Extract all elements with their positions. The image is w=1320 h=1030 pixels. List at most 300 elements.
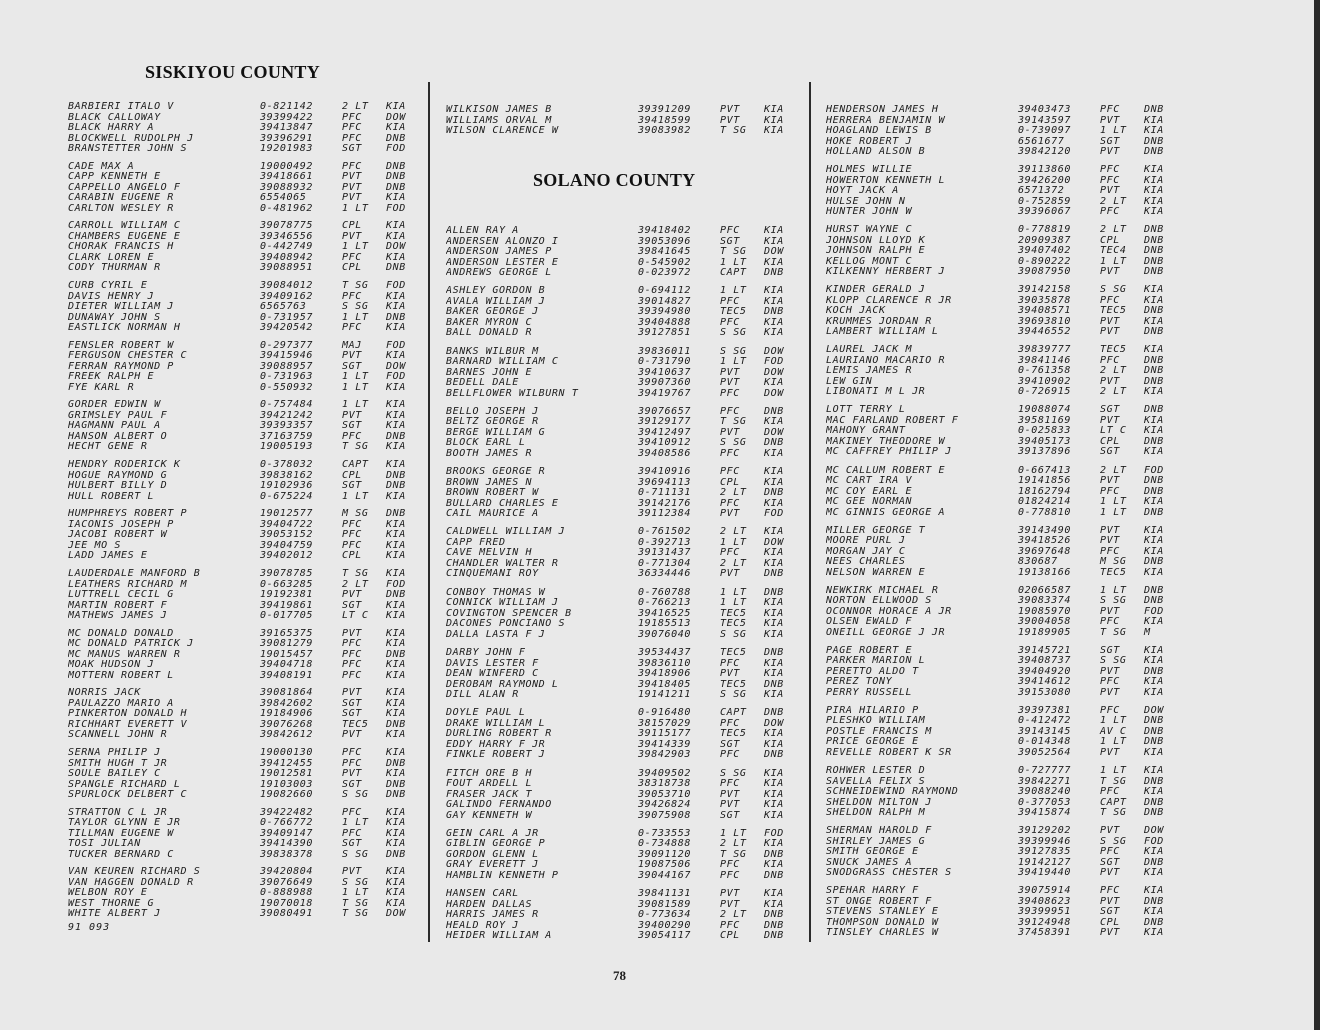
casualty-entry [826, 688, 1174, 699]
casualty-entry [68, 263, 416, 274]
casualty-type: DNB [764, 909, 784, 921]
casualty-entry [68, 639, 416, 650]
casualty-entry [826, 858, 1174, 869]
soldier-name: PERRY RUSSELL [826, 687, 913, 698]
grade: TEC5 [342, 718, 369, 730]
serial-number: 39112384 [638, 508, 691, 520]
soldier-name: FITCH ORE B H [446, 768, 533, 779]
serial-number: 39393357 [260, 420, 313, 432]
grade: PVT [720, 366, 740, 378]
grade: PVT [342, 181, 362, 193]
serial-number: 0-739097 [1018, 125, 1071, 136]
grade: PVT [1100, 867, 1120, 879]
casualty-entry [826, 607, 1174, 618]
grade: T SG [342, 908, 369, 920]
soldier-name: MC GEE NORMAN [826, 497, 913, 508]
serial-number: 39836011 [638, 345, 691, 357]
grade: 1 LT [342, 887, 369, 899]
serial-number: 39081279 [260, 638, 313, 650]
casualty-type: DNB [764, 267, 784, 278]
serial-number: 39142158 [1018, 284, 1071, 296]
soldier-name: JEE MO S [68, 540, 121, 551]
casualty-entry [446, 871, 794, 882]
serial-number: 39842271 [1018, 775, 1071, 787]
soldier-name: MC DONALD PATRICK J [68, 639, 194, 650]
casualty-entry [446, 307, 794, 318]
serial-number: 39422482 [260, 806, 313, 818]
casualty-type: DNB [1144, 305, 1164, 317]
casualty-entry [68, 113, 416, 124]
casualty-entry [68, 629, 416, 640]
soldier-name: LEMIS JAMES R [826, 366, 913, 377]
casualty-entry [68, 134, 416, 145]
grade: PFC [342, 827, 362, 839]
soldier-name: SPEHAR HARRY F [826, 886, 919, 897]
casualty-type: KIA [386, 420, 406, 432]
grade: CPL [1100, 435, 1120, 447]
serial-number: 0-663285 [260, 578, 313, 590]
grade: PFC [1100, 485, 1120, 497]
serial-number: 39426200 [1018, 174, 1071, 186]
soldier-name: PERETTO ALDO T [826, 666, 919, 677]
casualty-entry [446, 126, 794, 137]
serial-number: 39035878 [1018, 294, 1071, 306]
soldier-name: CINQUEMANI ROY [446, 569, 539, 580]
casualty-type: KIA [1144, 425, 1164, 437]
soldier-name: WILSON CLARENCE W [446, 126, 559, 136]
serial-number: 39407402 [1018, 245, 1071, 257]
soldier-name: NEES CHARLES [826, 557, 906, 568]
serial-number: 0-888988 [260, 887, 313, 899]
casualty-entry [826, 907, 1174, 918]
casualty-type: DNB [386, 778, 406, 790]
casualty-type: FOD [386, 339, 406, 351]
soldier-name: HARRIS JAMES R [446, 910, 539, 921]
grade: PFC [342, 638, 362, 650]
entry-group [68, 400, 416, 453]
serial-number: 19138166 [1018, 566, 1071, 578]
serial-number: 0-731963 [260, 371, 313, 383]
grade: 1 LT [342, 817, 369, 829]
serial-number: 39415946 [260, 350, 313, 362]
casualty-type: KIA [386, 659, 406, 671]
grade: TEC5 [720, 618, 747, 630]
grade: PVT [1100, 524, 1120, 536]
serial-number: 39044167 [638, 869, 691, 881]
soldier-name: BROWN JAMES N [446, 477, 533, 488]
soldier-name: RICHHART EVERETT V [68, 719, 188, 730]
serial-number: 39088957 [260, 360, 313, 372]
grade: PFC [720, 447, 740, 459]
grade: S SG [720, 628, 747, 640]
grade: CPL [720, 476, 740, 488]
soldier-name: SNODGRASS CHESTER S [826, 868, 952, 879]
grade: PFC [720, 919, 740, 931]
serial-number: 39143490 [1018, 524, 1071, 536]
soldier-name: MC DONALD DONALD [68, 628, 174, 639]
serial-number: 0-916480 [638, 707, 691, 719]
grade: T SG [720, 416, 747, 428]
serial-number: 39418526 [1018, 535, 1071, 547]
soldier-name: HAGMANN PAUL A [68, 421, 161, 432]
casualty-type: KIA [764, 497, 784, 509]
grade: PVT [720, 377, 740, 389]
soldier-name: BELLFLOWER WILBURN T [446, 388, 579, 399]
casualty-entry [826, 207, 1174, 218]
casualty-type: DNB [1144, 255, 1164, 267]
grade: SGT [342, 599, 362, 611]
serial-number: 39418906 [638, 668, 691, 680]
casualty-entry [446, 509, 794, 520]
soldier-name: CARROLL WILLIAM C [68, 221, 181, 232]
casualty-type: KIA [1144, 114, 1164, 126]
serial-number: 0-675224 [260, 490, 313, 502]
casualty-type: KIA [386, 518, 406, 530]
casualty-entry [68, 411, 416, 422]
grade: PVT [342, 768, 362, 780]
soldier-name: HANSON ALBERT O [68, 431, 168, 442]
soldier-name: CAPP KENNETH E [68, 172, 161, 183]
casualty-type: KIA [764, 859, 784, 871]
grade: PVT [1100, 665, 1120, 677]
casualty-entry [68, 671, 416, 682]
casualty-type: KIA [1144, 496, 1164, 508]
serial-number: 39153080 [1018, 686, 1071, 698]
soldier-name: CAIL MAURICE A [446, 509, 539, 520]
soldier-name: CADE MAX A [68, 161, 135, 172]
casualty-entry [446, 790, 794, 801]
grade: PFC [342, 648, 362, 660]
casualty-entry [446, 467, 794, 478]
grade: PFC [342, 122, 362, 133]
grade: PVT [720, 668, 740, 680]
grade: PFC [1100, 616, 1120, 628]
grade: S SG [720, 345, 747, 357]
casualty-entry [446, 226, 794, 237]
serial-number: 39076657 [638, 405, 691, 417]
casualty-type: KIA [386, 669, 406, 681]
soldier-name: LAUDERDALE MANFORD B [68, 569, 201, 579]
grade: PFC [720, 466, 740, 478]
soldier-name: HULL ROBERT L [68, 491, 155, 502]
serial-number: 39414339 [638, 738, 691, 750]
casualty-type: KIA [386, 708, 406, 720]
soldier-name: CHANDLER WALTER R [446, 558, 559, 569]
soldier-name: HENDERSON JAMES H [826, 105, 939, 115]
casualty-entry [68, 162, 416, 173]
casualty-entry [68, 242, 416, 253]
casualty-type: KIA [1144, 885, 1164, 897]
serial-number: 39400290 [638, 919, 691, 931]
grade: PFC [1100, 704, 1120, 716]
casualty-type: KIA [1144, 284, 1164, 296]
grade: CAPT [720, 267, 747, 278]
serial-number: 39403473 [1018, 104, 1071, 115]
grade: S SG [1100, 284, 1127, 296]
casualty-type: KIA [1144, 206, 1164, 218]
casualty-type: DNB [386, 132, 406, 144]
serial-number: 18162794 [1018, 485, 1071, 497]
soldier-name: HAMBLIN KENNETH P [446, 870, 559, 881]
serial-number: 830687 [1018, 556, 1058, 568]
grade: 2 LT [1100, 224, 1127, 236]
grade: PVT [1100, 605, 1120, 617]
grade: T SG [720, 246, 747, 257]
soldier-name: THOMPSON DONALD W [826, 917, 939, 928]
grade: TEC5 [1100, 344, 1127, 356]
serial-number: 39842903 [638, 749, 691, 761]
serial-number: 39408191 [260, 669, 313, 681]
soldier-name: HARDEN DALLAS [446, 899, 533, 910]
column-divider [428, 82, 430, 942]
casualty-type: DNB [386, 469, 406, 481]
soldier-name: DOYLE PAUL L [446, 708, 526, 719]
casualty-type: DNB [1144, 224, 1164, 236]
casualty-type: KIA [764, 295, 784, 307]
entry-group [826, 466, 1174, 519]
soldier-name: MAC FARLAND ROBERT F [826, 415, 959, 426]
soldier-name: FINKLE ROBERT J [446, 750, 546, 761]
casualty-type: DNB [386, 430, 406, 442]
casualty-type: KIA [386, 599, 406, 611]
casualty-type: KIA [764, 689, 784, 701]
casualty-type: KIA [1144, 927, 1164, 939]
casualty-type: DNB [1144, 796, 1164, 808]
grade: PFC [720, 547, 740, 559]
casualty-type: KIA [386, 838, 406, 850]
entry-group [826, 586, 1174, 639]
casualty-type: KIA [764, 668, 784, 680]
casualty-entry [446, 811, 794, 822]
soldier-name: MAHONY GRANT [826, 426, 906, 437]
casualty-entry [68, 569, 416, 580]
serial-number: 39420542 [260, 322, 313, 334]
grade: 1 LT [720, 586, 747, 598]
soldier-name: SHELDON RALPH M [826, 808, 926, 819]
soldier-name: BAKER MYRON C [446, 317, 533, 328]
serial-number: 02066587 [1018, 584, 1071, 596]
casualty-entry [68, 530, 416, 541]
casualty-entry [446, 708, 794, 719]
serial-number: 39420804 [260, 866, 313, 878]
casualty-entry [446, 499, 794, 510]
grade: 1 LT [720, 285, 747, 297]
soldier-name: CHORAK FRANCIS H [68, 242, 174, 253]
casualty-type: DNB [764, 707, 784, 719]
grade: 2 LT [342, 101, 369, 112]
grade: M SG [342, 508, 369, 520]
serial-number: 39088932 [260, 181, 313, 193]
soldier-name: AVALA WILLIAM J [446, 296, 546, 307]
soldier-name: FERGUSON CHESTER C [68, 351, 188, 362]
casualty-type: DNB [764, 306, 784, 318]
entry-group [68, 281, 416, 334]
casualty-entry [826, 327, 1174, 338]
serial-number: 0-023972 [638, 267, 691, 278]
entry-group [446, 708, 794, 761]
soldier-name: BLOCK EARL L [446, 438, 526, 449]
grade: TEC5 [1100, 305, 1127, 317]
serial-number: 39415874 [1018, 807, 1071, 819]
casualty-entry [446, 449, 794, 460]
grade: AV C [1100, 725, 1127, 737]
casualty-type: DNB [764, 437, 784, 449]
casualty-type: KIA [764, 447, 784, 459]
casualty-entry [68, 748, 416, 759]
serial-number: 39412497 [638, 426, 691, 438]
casualty-type: KIA [764, 125, 784, 136]
grade: 2 LT [720, 557, 747, 569]
grade: T SG [342, 280, 369, 292]
grade: TEC5 [720, 607, 747, 619]
soldier-name: GRAY EVERETT J [446, 860, 539, 871]
casualty-type: KIA [1144, 386, 1164, 398]
soldier-name: ANDERSON JAMES P [446, 247, 552, 257]
casualty-column-2-solano [446, 226, 794, 950]
soldier-name: BLACK CALLOWAY [68, 112, 161, 123]
grade: S SG [342, 789, 369, 801]
grade: SGT [342, 360, 362, 372]
serial-number: 0-442749 [260, 241, 313, 253]
casualty-type: KIA [764, 526, 784, 538]
serial-number: 19012581 [260, 768, 313, 780]
casualty-entry [446, 569, 794, 580]
casualty-entry [826, 137, 1174, 148]
grade: 2 LT [720, 909, 747, 921]
entry-group [446, 407, 794, 460]
grade: S SG [1100, 595, 1127, 607]
casualty-entry [68, 421, 416, 432]
casualty-type: DOW [764, 426, 784, 438]
soldier-name: MC MANUS WARREN R [68, 649, 181, 660]
serial-number: 39418599 [638, 114, 691, 126]
casualty-entry [446, 750, 794, 761]
serial-number: 19142127 [1018, 856, 1071, 868]
casualty-type: DNB [1144, 775, 1164, 787]
serial-number: 39075908 [638, 809, 691, 821]
serial-number: 39409162 [260, 290, 313, 302]
serial-number: 19087506 [638, 859, 691, 871]
serial-number: 39581169 [1018, 414, 1071, 426]
entry-group [68, 748, 416, 801]
soldier-name: PAULAZZO MARIO A [68, 698, 174, 709]
soldier-name: HOLMES WILLIE [826, 165, 913, 176]
document-code: 91 093 [68, 922, 111, 933]
casualty-type: KIA [386, 101, 406, 112]
casualty-type: DOW [1144, 825, 1164, 837]
casualty-entry [68, 699, 416, 710]
casualty-type: KIA [1144, 174, 1164, 186]
grade: PVT [1100, 146, 1120, 157]
soldier-name: KLOPP CLARENCE R JR [826, 295, 952, 306]
soldier-name: HOLLAND ALSON B [826, 147, 926, 157]
grade: PFC [1100, 786, 1120, 798]
casualty-type: KIA [386, 610, 406, 621]
casualty-entry [826, 526, 1174, 537]
serial-number: 0-727777 [1018, 765, 1071, 777]
soldier-name: HOWERTON KENNETH L [826, 175, 946, 186]
soldier-name: CHAMBERS EUGENE E [68, 231, 181, 242]
serial-number: 0-025833 [1018, 425, 1071, 437]
serial-number: 0-550932 [260, 381, 313, 393]
serial-number: 0-017705 [260, 610, 313, 621]
casualty-type: KIA [1144, 765, 1164, 777]
grade: PFC [342, 132, 362, 144]
soldier-name: LADD JAMES E [68, 551, 148, 562]
casualty-entry [68, 383, 416, 394]
casualty-entry [826, 596, 1174, 607]
grade: PFC [1100, 104, 1120, 115]
soldier-name: MATHEWS JAMES J [68, 611, 168, 621]
soldier-name: GIBLIN GEORGE P [446, 839, 546, 850]
grade: SGT [720, 809, 740, 821]
serial-number: 36334446 [638, 568, 691, 580]
soldier-name: WHITE ALBERT J [68, 909, 161, 920]
grade: PFC [720, 497, 740, 509]
serial-number: 0-761502 [638, 526, 691, 538]
casualty-type: KIA [386, 827, 406, 839]
serial-number: 39143145 [1018, 725, 1071, 737]
casualty-entry [826, 847, 1174, 858]
casualty-entry [826, 737, 1174, 748]
grade: PVT [342, 589, 362, 600]
serial-number: 39421242 [260, 409, 313, 421]
soldier-name: STRATTON C L JR [68, 807, 168, 818]
serial-number: 39399946 [1018, 835, 1071, 847]
casualty-type: FOD [764, 508, 784, 520]
grade: M SG [1100, 556, 1127, 568]
casualty-type: DNB [764, 487, 784, 499]
casualty-type: KIA [1144, 535, 1164, 547]
grade: 1 LT [1100, 736, 1127, 748]
casualty-entry [446, 559, 794, 570]
serial-number: 39145721 [1018, 644, 1071, 656]
grade: SGT [342, 778, 362, 790]
casualty-type: KIA [764, 657, 784, 669]
serial-number: 19015457 [260, 648, 313, 660]
soldier-name: ROHWER LESTER D [826, 766, 926, 777]
grade: PFC [720, 387, 740, 399]
grade: PVT [1100, 185, 1120, 197]
casualty-entry [446, 357, 794, 368]
serial-number: 37163759 [260, 430, 313, 442]
casualty-entry [446, 659, 794, 670]
soldier-name: GRIMSLEY PAUL F [68, 410, 168, 421]
casualty-type: DOW [386, 908, 406, 920]
soldier-name: SPANGLE RICHARD L [68, 779, 181, 790]
casualty-type: KIA [386, 768, 406, 780]
serial-number: 39142176 [638, 497, 691, 509]
grade: T SG [342, 441, 369, 453]
serial-number: 39410916 [638, 466, 691, 478]
soldier-name: CAPP FRED [446, 537, 506, 548]
grade: SGT [720, 738, 740, 750]
soldier-name: SNUCK JAMES A [826, 857, 913, 868]
casualty-entry [68, 611, 416, 622]
soldier-name: DURLING ROBERT R [446, 729, 552, 740]
serial-number: 39054117 [638, 930, 691, 942]
casualty-type: KIA [386, 539, 406, 551]
casualty-entry [826, 787, 1174, 798]
casualty-type: KIA [764, 607, 784, 619]
casualty-type: DNB [1144, 584, 1164, 596]
grade: PVT [342, 729, 362, 741]
serial-number: 39346556 [260, 230, 313, 242]
serial-number: 0-377053 [1018, 796, 1071, 808]
casualty-entry [68, 183, 416, 194]
casualty-type: DNB [386, 757, 406, 769]
casualty-type: DNB [1144, 807, 1164, 819]
